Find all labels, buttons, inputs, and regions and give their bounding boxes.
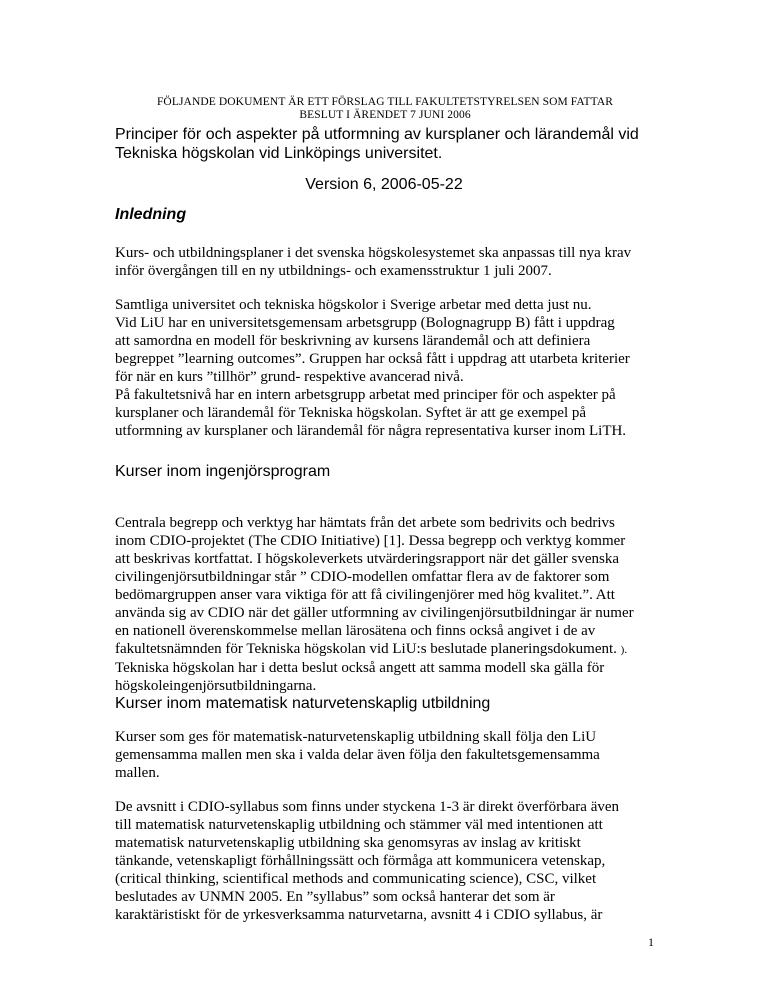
text-line: tänkande, vetenskapligt förhållningssätt och förmåga att kommunicera vetenskap, — [115, 853, 606, 869]
decision-notice — [115, 96, 655, 122]
paragraph — [115, 514, 675, 695]
text-line: karaktäristiskt för de yrkesverksamma naturvetarna, avsnitt 4 i CDIO syllabus, är — [115, 907, 603, 923]
paragraph — [115, 244, 675, 280]
text-line: använda sig av CDIO när det gäller utformning av civilingenjörsutbildningar är numer — [115, 605, 634, 621]
text-line: Kurser som ges för matematisk-naturvetenskaplig utbildning skall följa den LiU — [115, 729, 597, 745]
text-line — [115, 640, 675, 659]
document-title-line: Tekniska högskolan vid Linköpings universitet. — [115, 145, 443, 162]
text-line: matematisk naturvetenskaplig utbildning ska genomsyras av inslag av kritiskt — [115, 835, 581, 851]
text-line: Centrala begrepp och verktyg har hämtats från det arbete som bedrivits och bedrivs — [115, 515, 615, 531]
decision-notice-line: BESLUT I ÄRENDET 7 JUNI 2006 — [299, 109, 471, 121]
text-line: inom CDIO-projektet (The CDIO Initiative) [1]. Dessa begrepp och verktyg kommer — [115, 533, 626, 549]
paragraph — [115, 296, 675, 386]
text-line: att beskrivas kortfattat. I högskoleverkets utvärderingsrapport när det gäller svenska — [115, 551, 620, 567]
page-number: 1 — [648, 935, 654, 949]
text-line: begreppet ”learning outcomes”. Gruppen har också fått i uppdrag att utarbeta kriterier — [115, 351, 630, 367]
text-line: Tekniska högskolan har i detta beslut också angett att samma modell ska gälla för — [115, 660, 605, 676]
text-line: På fakultetsnivå har en intern arbetsgrupp arbetat med principer för och aspekter på — [115, 387, 616, 403]
text-line-content: fakultetsnämnden för Tekniska högskolan vid LiU:s beslutade planeringsdokument. — [115, 641, 617, 657]
text-line: högskoleingenjörsutbildningarna. — [115, 678, 317, 694]
paragraph — [115, 798, 675, 924]
text-line: gemensamma mallen men ska i valda delar även följa den fakultetsgemensamma — [115, 747, 600, 763]
text-line: inför övergången till en ny utbildnings- och examensstruktur 1 juli 2007. — [115, 263, 552, 279]
text-line: Samtliga universitet och tekniska högskolor i Sverige arbetar med detta just nu. — [115, 297, 592, 313]
text-line: (critical thinking, scientifical methods and communicating science), CSC, vilket — [115, 871, 597, 887]
text-line: De avsnitt i CDIO-syllabus som finns under styckena 1-3 är direkt överförbara även — [115, 799, 620, 815]
document-title — [115, 125, 675, 163]
text-line: en nationell överenskommelse mellan lärosätena och finns också angivet i de av — [115, 623, 596, 639]
section-heading-ingenjorsprogram: Kurser inom ingenjörsprogram — [115, 463, 331, 480]
text-line: att samordna en modell för beskrivning av kursens lärandemål och att definiera — [115, 333, 591, 349]
text-line: bedömargruppen anser vara viktiga för att få civilingenjörer med hög kvalitet.”. Att — [115, 587, 615, 603]
text-line: civilingenjörsutbildningar står ” CDIO-modellen omfattar flera av de faktorer som — [115, 569, 610, 585]
text-line: beslutades av UNMN 2005. En ”syllabus” som också hanterar det som är — [115, 889, 555, 905]
paragraph — [115, 728, 675, 782]
paragraph — [115, 386, 675, 440]
decision-notice-line: FÖLJANDE DOKUMENT ÄR ETT FÖRSLAG TILL FAKULTETSTYRELSEN SOM FATTAR — [156, 96, 614, 108]
version-label: Version 6, 2006-05-22 — [305, 176, 463, 193]
text-line: kursplaner och lärandemål för Tekniska högskolan. Syftet är att ge exempel på — [115, 405, 587, 421]
section-heading-naturvetenskaplig: Kurser inom matematisk naturvetenskaplig utbildning — [115, 695, 491, 712]
text-line: utformning av kursplaner och lärandemål för några representativa kurser inom LiTH. — [115, 423, 627, 439]
document-title-line: Principer för och aspekter på utformning av kursplaner och lärandemål vid — [115, 126, 639, 143]
trailing-mark: ). — [620, 644, 628, 656]
text-line: för när en kurs ”tillhör” grund- respektive avancerad nivå. — [115, 369, 464, 385]
text-line: Vid LiU har en universitetsgemensam arbetsgrupp (Bolognagrupp B) fått i uppdrag — [115, 315, 615, 331]
text-line: till matematisk naturvetenskaplig utbildning och stämmer väl med intentionen att — [115, 817, 603, 833]
text-line: Kurs- och utbildningsplaner i det svenska högskolesystemet ska anpassas till nya krav — [115, 245, 632, 261]
section-heading-inledning: Inledning — [115, 206, 187, 223]
text-line: mallen. — [115, 765, 160, 781]
